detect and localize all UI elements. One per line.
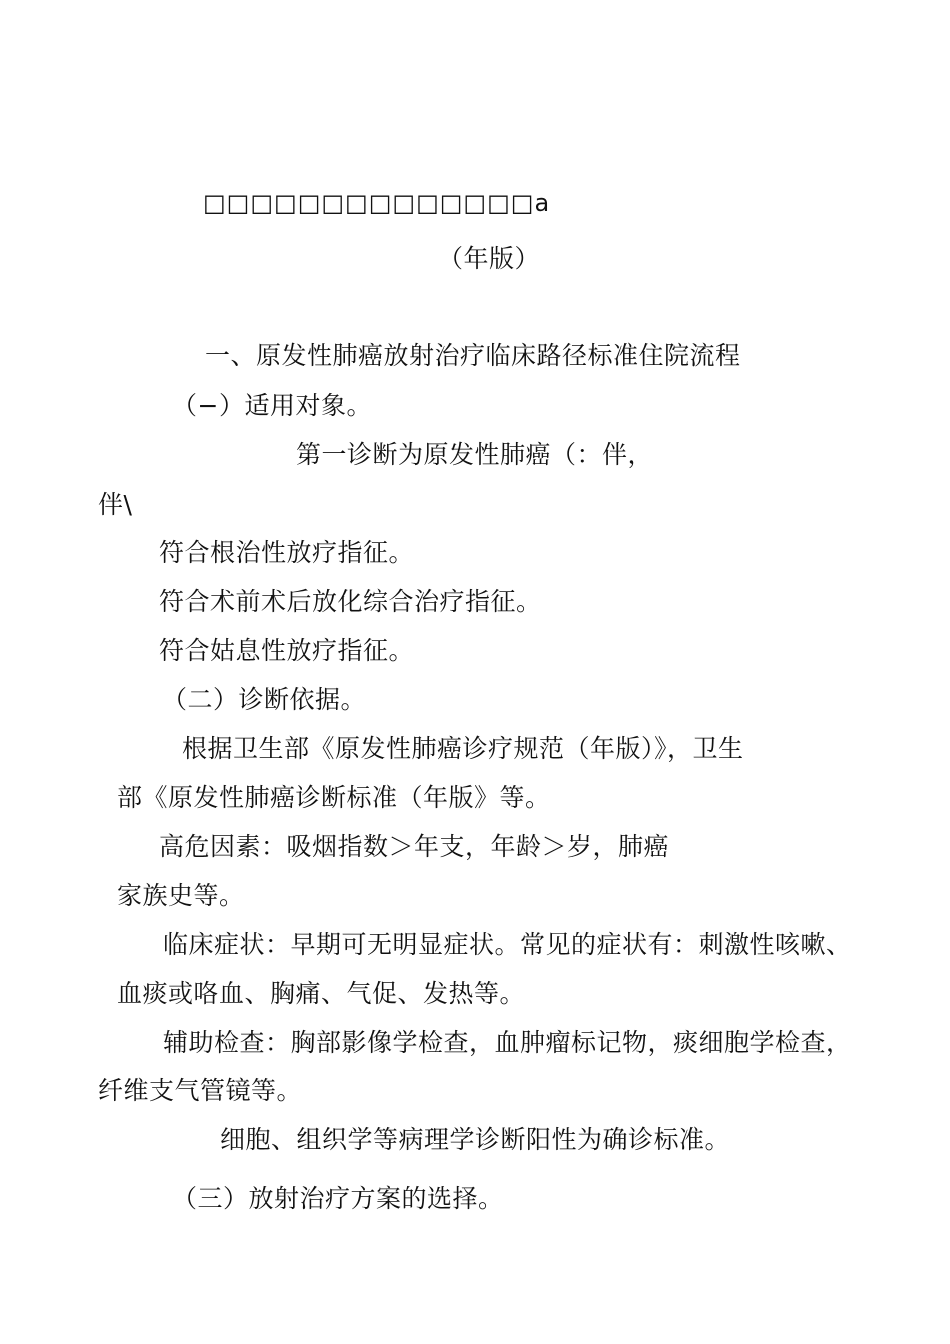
paragraph-diagnosis-standard: 细胞、组织学等病理学诊断阳性为确诊标准。 — [220, 1125, 731, 1154]
paragraph-auxiliary-exams: 辅助检查：胸部影像学检查，血肿瘤标记物，痰细胞学检查， — [163, 1028, 852, 1057]
subsection-heading-treatment-plan: （三）放射治疗方案的选择。 — [172, 1184, 504, 1213]
list-item-radical-radiotherapy: 符合根治性放疗指征。 — [159, 538, 415, 567]
subsection-heading-diagnosis-basis: （二）诊断依据。 — [162, 685, 367, 714]
list-item-combined-therapy: 符合术前术后放化综合治疗指征。 — [159, 587, 542, 616]
paragraph-risk-factors-cont: 家族史等。 — [117, 881, 245, 910]
paragraph-reference: 根据卫生部《原发性肺癌诊疗规范（年版）》，卫生 — [182, 734, 744, 763]
list-item-palliative-radiotherapy: 符合姑息性放疗指征。 — [159, 636, 415, 665]
subsection-heading-applicable-subjects: （−）适用对象。 — [172, 391, 372, 420]
paragraph-symptoms-cont: 血痰或咯血、胸痛、气促、发热等。 — [117, 979, 526, 1008]
document-edition: （年版） — [438, 244, 541, 273]
paragraph-first-diagnosis: 第一诊断为原发性肺癌（：伴， — [296, 440, 654, 469]
paragraph-symptoms: 临床症状：早期可无明显症状。常见的症状有：刺激性咳嗽、 — [163, 930, 852, 959]
paragraph-risk-factors: 高危因素：吸烟指数＞年支，年龄＞岁，肺癌 — [159, 832, 670, 861]
paragraph-first-diagnosis-cont: 伴\ — [98, 490, 133, 519]
paragraph-auxiliary-exams-cont: 纤维支气管镜等。 — [98, 1076, 303, 1105]
document-title-garbled: □□□□□□□□□□□□□□a — [203, 189, 551, 217]
paragraph-reference-cont: 部《原发性肺癌诊断标准（年版》等。 — [117, 783, 551, 812]
section-heading: 一、原发性肺癌放射治疗临床路径标准住院流程 — [205, 341, 741, 370]
